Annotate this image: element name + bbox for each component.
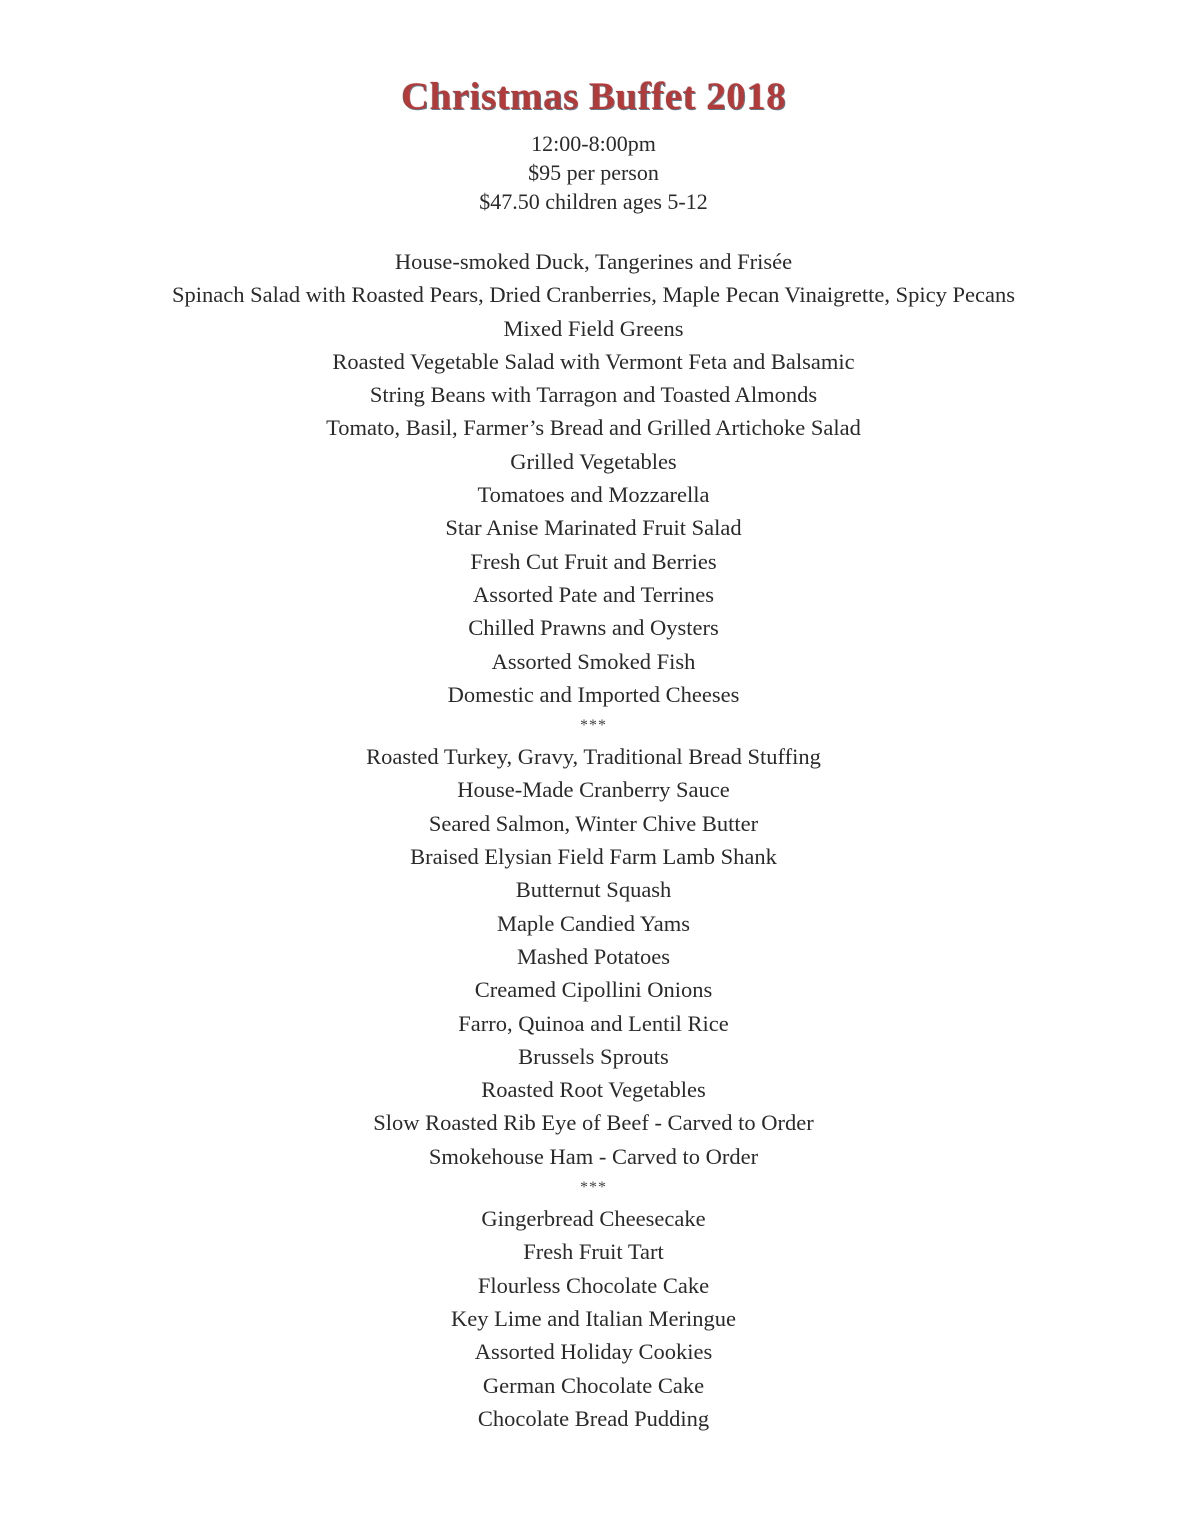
menu-item: Assorted Pate and Terrines <box>472 581 715 607</box>
menu-item: Grilled Vegetables <box>510 448 677 474</box>
menu-item: Flourless Chocolate Cake <box>477 1272 710 1298</box>
menu-item: Key Lime and Italian Meringue <box>451 1305 736 1331</box>
event-info <box>0 129 1187 216</box>
event-hours: 12:00-8:00pm <box>531 131 656 156</box>
menu-item: Seared Salmon, Winter Chive Butter <box>428 810 759 836</box>
menu-item: Maple Candied Yams <box>496 910 691 936</box>
menu-item: Mixed Field Greens <box>503 315 684 341</box>
section-separator: *** <box>580 717 607 735</box>
menu-item: Butternut Squash <box>515 877 672 903</box>
menu-item: Roasted Root Vegetables <box>481 1077 706 1103</box>
menu-item: German Chocolate Cake <box>482 1372 705 1398</box>
menu-item: Mashed Potatoes <box>516 943 671 969</box>
menu-item: Tomatoes and Mozzarella <box>477 482 710 508</box>
menu-item: Farro, Quinoa and Lentil Rice <box>458 1010 729 1036</box>
menu-item: House-smoked Duck, Tangerines and Frisée <box>394 249 793 274</box>
menu-item: Brussels Sprouts <box>518 1043 669 1069</box>
child-price: $47.50 children ages 5-12 <box>479 189 708 214</box>
menu-item: Gingerbread Cheesecake <box>481 1206 706 1232</box>
menu-item: Braised Elysian Field Farm Lamb Shank <box>410 844 777 870</box>
menu-item: House-Made Cranberry Sauce <box>457 777 730 803</box>
menu-item: Spinach Salad with Roasted Pears, Dried Cranberries, Maple Pecan Vinaigrette, Spicy Pecans <box>171 282 1015 308</box>
menu-item: Chocolate Bread Pudding <box>477 1405 710 1431</box>
menu-item: Star Anise Marinated Fruit Salad <box>445 515 742 541</box>
adult-price: $95 per person <box>528 160 659 185</box>
menu-item: Chilled Prawns and Oysters <box>468 615 719 641</box>
section-separator: *** <box>580 1179 607 1197</box>
menu-item: Roasted Vegetable Salad with Vermont Feta and Balsamic <box>332 348 855 374</box>
menu-list <box>0 245 1187 1435</box>
menu-item: Assorted Smoked Fish <box>491 648 696 674</box>
menu-item: Roasted Turkey, Gravy, Traditional Bread Stuffing <box>366 744 821 770</box>
page-title: Christmas Buffet 2018 <box>400 75 787 118</box>
menu-item: Creamed Cipollini Onions <box>474 977 713 1003</box>
menu-item: Assorted Holiday Cookies <box>474 1339 713 1365</box>
menu-item: Tomato, Basil, Farmer’s Bread and Grilled Artichoke Salad <box>326 415 861 441</box>
menu-item: Domestic and Imported Cheeses <box>447 681 740 707</box>
menu-item: String Beans with Tarragon and Toasted Almonds <box>369 382 818 408</box>
menu-item: Smokehouse Ham - Carved to Order <box>428 1143 759 1169</box>
menu-item: Fresh Cut Fruit and Berries <box>470 548 717 574</box>
menu-item: Slow Roasted Rib Eye of Beef - Carved to Order <box>373 1110 814 1136</box>
menu-item: Fresh Fruit Tart <box>523 1239 664 1265</box>
